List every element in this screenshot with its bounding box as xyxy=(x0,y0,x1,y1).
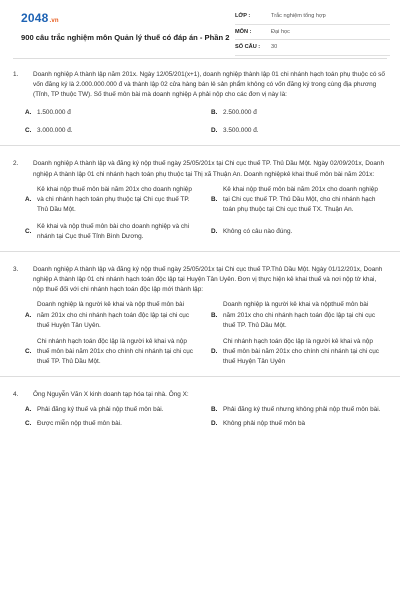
option-text: 2.500.000 đ xyxy=(223,109,257,117)
option-text: Phải đăng ký thuế và phải nộp thuế môn bài. xyxy=(37,406,164,414)
answer-option[interactable] xyxy=(25,185,201,215)
question-text: Doanh nghiệp A thành lập năm 201x. Ngày 12/05/201(x+1), doanh nghiệp thành lập 01 chi nhánh hạch toán phụ thuộc có số vốn đăng ký là 2.000.000.000 đ và thành lập 02 cửa hàng bán lẻ sản phẩm không có vốn đăng ký trong cùng địa phương (Tỉnh, TP thuộc TW). Số thuế môn bài mà doanh nghiệp A phải nộp cho các đơn vị này là: xyxy=(33,71,385,99)
option-text: Doanh nghiệp là người kê khai và nộp thuế môn bài năm 201x cho chi nhánh hạch toán độc lập tại chi cục thuế Huyện Tân Uyên. xyxy=(37,301,190,329)
question-text: Doanh nghiệp A thành lập và đăng ký nộp thuế ngày 25/05/201x tại Chi cục thuế TP. Thủ Dầu Một. Ngày 02/09/201x, Doanh nghiệp A thành lập 01 chi nhánh hạch toán phụ thuộc tại Thị xã Thuận An. Doanh nghiệpkê khai thuế môn bài năm 201x: xyxy=(33,160,385,178)
page-header xyxy=(13,0,387,59)
option-text: Không có câu nào đúng. xyxy=(223,227,293,235)
question-header xyxy=(13,390,387,400)
option-letter: B. xyxy=(211,311,218,319)
question-header xyxy=(13,159,387,179)
option-text: 1.500.000 đ xyxy=(37,109,71,117)
answer-option[interactable] xyxy=(211,108,387,118)
question-list xyxy=(13,70,387,429)
option-text: 3.500.000 đ. xyxy=(223,127,259,135)
meta-key: LỚP : xyxy=(235,13,251,20)
answer-option[interactable] xyxy=(25,126,201,136)
option-text: Phải đăng ký thuế nhưng không phải nộp thuế môn bài. xyxy=(223,406,381,414)
option-letter: A. xyxy=(25,406,32,414)
question-text: Doanh nghiệp A thành lập và đăng ký nộp thuế ngày 25/05/201x tại Chi cục thuế TP.Thủ Dầu Một. Ngày 01/12/201x, Doanh nghiệp A thành lập 01 chi nhánh hạch toán độc lập tại Huyện Tân Uyên. Đơn vị thực hiện kê khai thuế và nơi nộp tờ khai, nộp thuế đối với chi nhánh hạch toán độc lập mới thành lập: xyxy=(33,266,383,294)
answer-options xyxy=(25,405,387,429)
question-header xyxy=(13,265,387,295)
question-text: Ông Nguyễn Văn X kinh doanh tạp hóa tại nhà. Ông X: xyxy=(33,390,189,398)
answer-options xyxy=(25,108,387,136)
answer-options xyxy=(25,185,387,242)
option-text: Không phải nộp thuế môn bà xyxy=(223,420,306,428)
answer-options xyxy=(25,300,387,367)
question-number: 3. xyxy=(13,266,19,274)
option-text: Chi nhánh hạch toán độc lập là người kê khai và nộp thuế môn bài năm 201x cho chính chi nhánh tại chi cục thuế Huyện Tân Uyên xyxy=(223,337,379,365)
option-letter: A. xyxy=(25,109,32,117)
option-letter: B. xyxy=(211,195,218,203)
option-letter: A. xyxy=(25,195,32,203)
question-block xyxy=(13,145,387,242)
answer-option[interactable] xyxy=(25,419,201,429)
question-block xyxy=(13,70,387,136)
option-letter: C. xyxy=(25,347,32,355)
option-letter: C. xyxy=(25,127,32,135)
meta-key: MÔN : xyxy=(235,28,252,35)
answer-option[interactable] xyxy=(211,126,387,136)
meta-row-count xyxy=(235,40,390,56)
question-number: 1. xyxy=(13,71,19,78)
question-block xyxy=(13,376,387,429)
meta-value: Trắc nghiệm tổng hợp xyxy=(271,13,326,20)
answer-option[interactable] xyxy=(25,405,201,415)
answer-option[interactable] xyxy=(211,405,387,415)
logo-main-text: 2048 xyxy=(21,11,49,25)
answer-option[interactable] xyxy=(25,222,201,242)
option-letter: A. xyxy=(25,311,32,319)
question-number: 2. xyxy=(13,160,19,168)
site-logo[interactable] xyxy=(21,11,59,25)
question-separator xyxy=(0,145,400,146)
question-separator xyxy=(0,251,400,252)
page-title: 900 câu trắc nghiệm môn Quản lý thuế có đáp án - Phần 2 xyxy=(21,33,230,42)
answer-option[interactable] xyxy=(211,185,387,215)
meta-info xyxy=(235,9,390,56)
option-letter: B. xyxy=(211,109,218,117)
meta-key: SỐ CÂU : xyxy=(235,44,261,51)
meta-value: Đại học xyxy=(271,28,290,35)
question-header xyxy=(13,70,387,100)
answer-option[interactable] xyxy=(25,337,201,367)
option-letter: D. xyxy=(211,127,218,135)
option-text: Kê khai nộp thuế môn bài năm 201x cho doanh nghiệp và chi nhánh hạch toán phụ thuộc tại Chi cục thuế TP. Thủ Dầu Một. xyxy=(37,185,192,213)
option-text: Được miễn nộp thuế môn bài. xyxy=(37,420,122,428)
option-letter: D. xyxy=(211,227,218,235)
meta-value: 30 xyxy=(271,44,278,51)
option-letter: C. xyxy=(25,227,32,235)
option-text: Kê khai nộp thuế môn bài năm 201x cho doanh nghiệp tại Chi cục thuế TP. Thủ Dầu Một, cho chi nhánh hạch toán phụ thuộc tại Chi cục thuế TX. Thuận An. xyxy=(223,185,378,213)
meta-row-class xyxy=(235,9,390,25)
answer-option[interactable] xyxy=(211,419,387,429)
option-letter: D. xyxy=(211,347,218,355)
option-text: 3.000.000 đ. xyxy=(37,127,73,135)
question-block xyxy=(13,251,387,367)
answer-option[interactable] xyxy=(211,337,387,367)
question-separator xyxy=(0,376,400,377)
answer-option[interactable] xyxy=(25,300,201,330)
answer-option[interactable] xyxy=(211,300,387,330)
option-text: Kê khai và nộp thuế môn bài cho doanh nghiệp và chi nhánh tại Cục thuế Tỉnh Bình Dương. xyxy=(37,222,190,241)
option-text: Doanh nghiệp là người kê khai và nộpthuế môn bài năm 201x cho chi nhánh hạch toán độc lập tại chi cục thuế TP. Thủ Dầu Một. xyxy=(223,301,376,329)
option-letter: B. xyxy=(211,406,218,414)
question-number: 4. xyxy=(13,390,19,398)
option-text: Chi nhánh hạch toán độc lập là người kê khai và nộp thuế môn bài năm 201x cho chính chi nhánh tại chi cục thuế TP. Thủ Dầu Một. xyxy=(37,337,193,365)
answer-option[interactable] xyxy=(25,108,201,118)
option-letter: C. xyxy=(25,420,32,428)
logo-sub-text: .vn xyxy=(49,18,59,24)
answer-option[interactable] xyxy=(211,222,387,242)
option-letter: D. xyxy=(211,420,218,428)
meta-row-subject xyxy=(235,25,390,41)
